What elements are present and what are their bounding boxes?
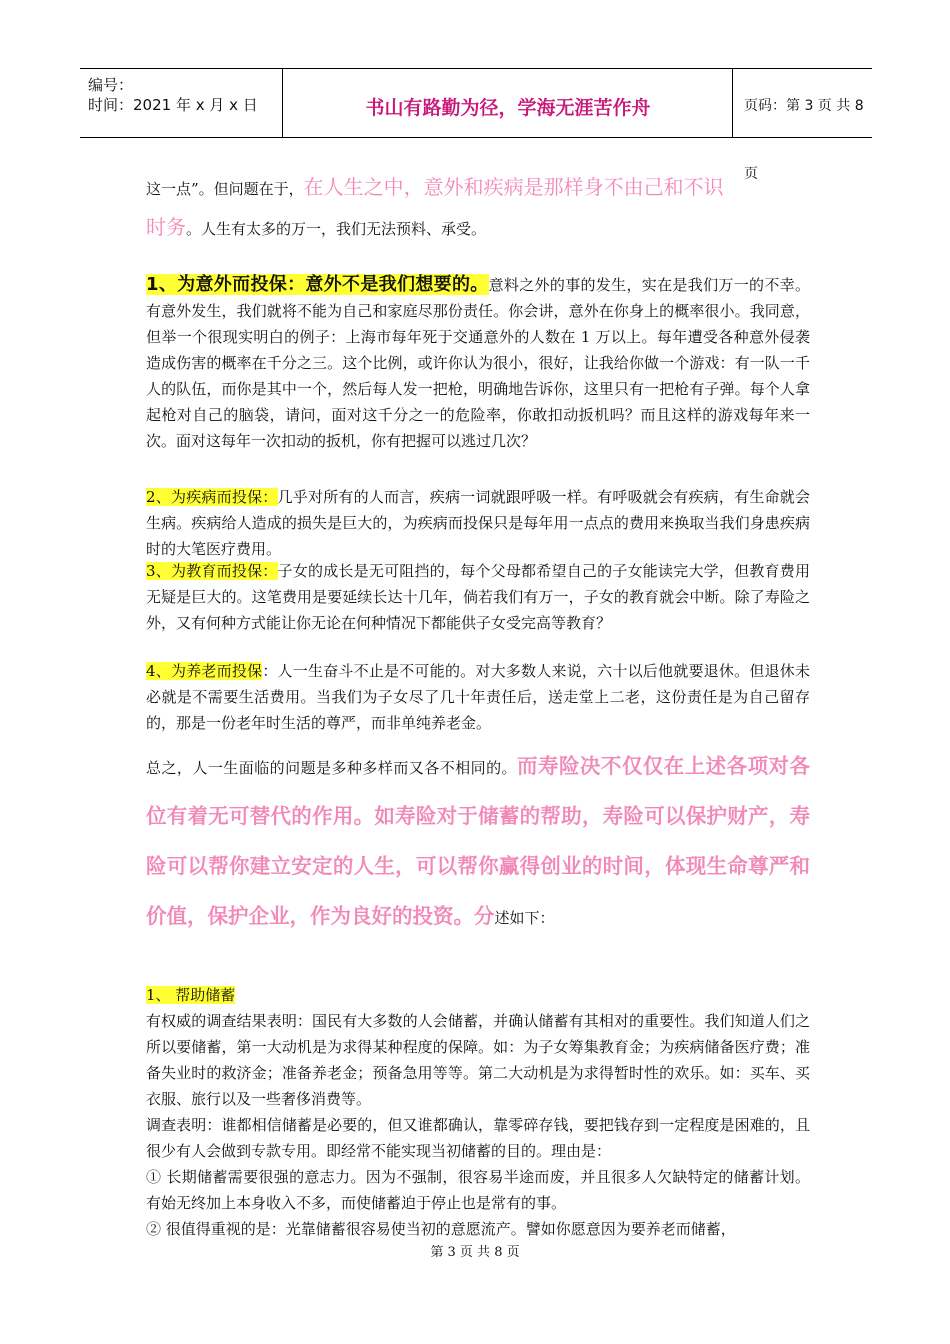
summary-emphasis: 而寿险决不仅仅在上述各项对各位有着无可替代的作用。如寿险对于储蓄的帮助，寿险可以保护财产，寿险可以帮你建立安定的人生，可以帮你赢得创业的时间，体现生命尊严和价值，保护企业，作为良好的投资。分 bbox=[146, 754, 810, 928]
savings-paragraph-2: 调查表明：谁都相信储蓄是必要的，但又谁都确认，靠零碎存钱，要把钱存到一定程度是困难的，且很少有人会做到专款专用。即经常不能实现当初储蓄的目的。理由是： bbox=[146, 1116, 810, 1160]
page-footer: 第 3 页 共 8 页 bbox=[430, 1245, 520, 1260]
section-education-heading: 3、为教育而投保： bbox=[146, 562, 278, 580]
section-accident-heading: 1、为意外而投保：意外不是我们想要的。 bbox=[146, 274, 489, 295]
intro-emphasis-a: 在人生之中，意外和疾病是那样身不由己和不识 bbox=[303, 175, 724, 199]
intro-text-b: 。人生有太多的万一，我们无法预料、承受。 bbox=[186, 220, 487, 238]
summary-lead: 总之，人一生面临的问题是多种多样而又各不相同的。 bbox=[146, 759, 518, 777]
summary-paragraph bbox=[146, 742, 810, 942]
savings-paragraph-1: 有权威的调查结果表明：国民有大多数的人会储蓄，并确认储蓄有其相对的重要性。我们知道人们之所以要储蓄，第一大动机是为求得某种程度的保障。如：为子女筹集教育金；为疾病储备医疗费；准备失业时的救济金；准备养老金；预备急用等等。第二大动机是为求得暂时性的欢乐。如：买车、买衣服、旅行以及一些奢侈消费等。 bbox=[146, 1012, 810, 1108]
section-retirement bbox=[146, 658, 810, 736]
header-motto-cell bbox=[284, 69, 733, 137]
section-retirement-text: ：人一生奋斗不止是不可能的。对大多数人来说，六十以后他就要退休。但退休未必就是不需要生活费用。当我们为子女尽了几十年责任后，送走堂上二老，这份责任是为自己留存的，那是一份老年时生活的尊严，而非单纯养老金。 bbox=[146, 662, 810, 732]
header-page-number: 页码：第 3 页 共 8 页 bbox=[744, 98, 864, 182]
section-accident-text: 意料之外的事的发生，实在是我们万一的不幸。有意外发生，我们就将不能为自己和家庭尽那份责任。你会讲，意外在你身上的概率很小。我同意，但举一个很现实明白的例子：上海市每年死于交通意外的人数在 1 万以上。每年遭受各种意外侵袭造成伤害的概率在千分之三。这个比例，或许你认为很小，很好，让我给你做一个游戏：有一队一千人的队伍，而你是其中一个，然后每人发一把枪，明确地告诉你，这里只有一把枪有子弹。每个人拿起枪对自己的脑袋，请问，面对这千分之一的危险率，你敢扣动扳机吗？而且这样的游戏每年来一次。面对这每年一次扣动的扳机，你有把握可以逃过几次？ bbox=[146, 276, 810, 450]
section-illness bbox=[146, 484, 810, 562]
summary-tail: 述如下： bbox=[494, 909, 555, 927]
savings-paragraph-4: ② 很值得重视的是：光靠储蓄很容易使当初的意愿流产。譬如你愿意因为要养老而储蓄， bbox=[146, 1220, 736, 1238]
section-accident bbox=[146, 272, 810, 454]
savings-section bbox=[146, 982, 810, 1242]
intro-text-a: 这一点”。但问题在于， bbox=[146, 180, 304, 198]
savings-paragraph-3: ① 长期储蓄需要很强的意志力。因为不强制，很容易半途而废，并且很多人欠缺特定的储蓄计划。有始无终加上本身收入不多，而使储蓄迫于停止也是常有的事。 bbox=[146, 1168, 810, 1212]
page-header bbox=[80, 68, 872, 182]
savings-heading: 1、 帮助储蓄 bbox=[146, 986, 236, 1004]
document-date-label: 时间：2021 年 x 月 x 日 bbox=[88, 96, 258, 114]
intro-paragraph bbox=[146, 168, 810, 248]
section-education-text: 子女的成长是无可阻挡的，每个父母都希望自己的子女能读完大学，但教育费用无疑是巨大的。这笔费用是要延续长达十几年，倘若我们有万一，子女的教育就会中断。除了寿险之外，又有何种方式能让你无论在何种情况下都能供子女受完高等教育？ bbox=[146, 562, 810, 632]
section-illness-text: 几乎对所有的人而言，疾病一词就跟呼吸一样。有呼吸就会有疾病，有生命就会生病。疾病给人造成的损失是巨大的，为疾病而投保只是每年用一点点的费用来换取当我们身患疾病时的大笔医疗费用。 bbox=[146, 488, 810, 558]
document-number-label: 编号： bbox=[88, 76, 134, 94]
section-illness-heading: 2、为疾病而投保： bbox=[146, 488, 278, 506]
intro-emphasis-b: 时务 bbox=[146, 215, 186, 239]
section-retirement-heading: 4、为养老而投保 bbox=[146, 662, 263, 680]
section-education bbox=[146, 558, 810, 636]
header-motto: 书山有路勤为径，学海无涯苦作舟 bbox=[365, 97, 651, 119]
header-page-cell bbox=[734, 69, 872, 182]
header-meta-cell bbox=[80, 69, 283, 137]
